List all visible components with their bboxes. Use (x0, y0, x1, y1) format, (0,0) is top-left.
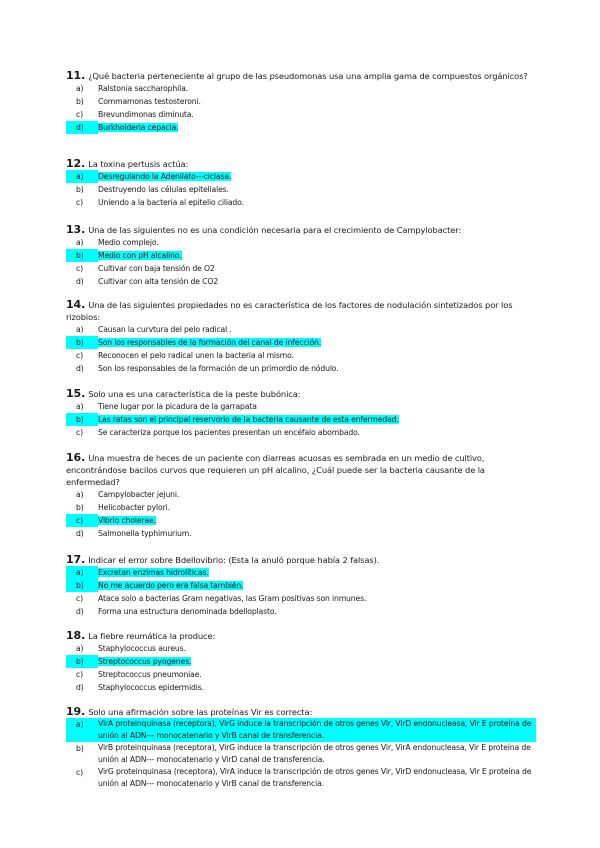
option-text: Medio complejo. (98, 238, 159, 247)
highlighted-answer-text: Burkholderia cepacia. (98, 123, 179, 132)
option-letter: b) (66, 249, 98, 262)
option-letter: a) (76, 644, 84, 653)
option-c (66, 514, 536, 527)
question-14 (66, 299, 536, 375)
question-11 (66, 70, 536, 134)
option-c (66, 196, 536, 209)
option-a (66, 236, 536, 249)
option-letter: b) (66, 579, 98, 592)
question-text: Una muestra de heces de un paciente con diarreas acuosas es sembrada en un medio de cultivo, encontrándose bacilos curvos que requieren un pH alcalino, ¿Cuál puede ser la bacteria causante de la enfermedad? (66, 453, 485, 487)
option-letter: b) (76, 185, 84, 194)
highlighted-answer-text: VirA proteinquinasa (receptora), VirG induce la transcripción de otros genes Vir, VirD endonucleasa, Vir E proteína de unión al ADN--- monocatenario y VirB canal de transferencia. (98, 718, 536, 742)
option-text: Streptococcus pneumoniae. (98, 670, 202, 679)
question-12 (66, 158, 536, 209)
question-17 (66, 554, 536, 618)
question-number: 15. (66, 387, 86, 400)
option-letter: a) (66, 718, 98, 742)
option-letter: d) (76, 683, 84, 692)
option-text: Staphylococcus epidermidis. (98, 683, 204, 692)
option-a (66, 718, 536, 742)
option-text: Tiene lugar por la picadura de la garrapata (98, 402, 257, 411)
option-b (66, 183, 536, 196)
option-text: Forma una estructura denominada bdelloplasto. (98, 607, 277, 616)
option-letter: c) (76, 428, 83, 437)
option-letter: b) (76, 97, 84, 106)
question-text: Indicar el error sobre Bdellovibrio: (Esta la anuló porque había 2 falsas). (88, 555, 380, 565)
question-stem (66, 158, 536, 170)
option-letter: c) (76, 351, 83, 360)
highlighted-answer-text: Vibrio cholerae. (98, 516, 156, 525)
options-list (66, 642, 536, 694)
option-c (66, 426, 536, 439)
option-letter: a) (76, 238, 84, 247)
question-stem (66, 554, 536, 566)
option-a (66, 170, 536, 183)
option-text: Salmonella typhimurium. (98, 529, 192, 538)
option-letter: b) (66, 336, 98, 349)
option-text: Se caracteriza porque los pacientes presentan un encéfalo abombado. (98, 428, 360, 437)
option-text: Brevundimonas diminuta. (98, 110, 194, 119)
question-stem (66, 706, 536, 718)
option-text: Destruyendo las células epiteliales. (98, 185, 229, 194)
option-b (66, 95, 536, 108)
option-c (66, 108, 536, 121)
option-letter: c) (76, 670, 83, 679)
question-16 (66, 452, 536, 540)
question-text: Solo una es una característica de la peste bubónica: (88, 389, 301, 399)
options-list (66, 566, 536, 618)
question-text: ¿Qué bacteria perteneciente al grupo de las pseudomonas usa una amplia gama de compuestos orgánicos? (88, 71, 528, 81)
option-text: Reconocen el pelo radical unen la bacteria al mismo. (98, 351, 294, 360)
highlighted-answer-text: Las ratas son el principal reservorio de la bacteria causante de esta enfermedad. (98, 415, 399, 424)
option-d (66, 527, 536, 540)
option-d (66, 605, 536, 618)
option-text: Cultivar con alta tensión de CO2 (98, 277, 218, 286)
options-list (66, 718, 536, 790)
option-text: VirB proteinquinasa (receptora), VirG induce la transcripción de otros genes Vir, VirA endonucleasa, Vir E proteína de unión al ADN--- monocatenario y VirD canal de transferencia. (98, 743, 531, 764)
question-text: Una de las siguientes no es una condición necesaria para el crecimiento de Campylobacter: (88, 225, 462, 235)
option-letter: b) (66, 655, 98, 668)
option-letter: a) (76, 325, 84, 334)
option-a (66, 488, 536, 501)
question-15 (66, 388, 536, 439)
option-letter: d) (76, 277, 84, 286)
option-b (66, 655, 536, 668)
question-stem (66, 299, 536, 323)
question-stem (66, 630, 536, 642)
option-letter: a) (66, 170, 98, 183)
options-list (66, 170, 536, 209)
option-c (66, 668, 536, 681)
option-c (66, 766, 536, 790)
options-list (66, 82, 536, 134)
question-number: 16. (66, 451, 86, 464)
option-b (66, 501, 536, 514)
option-text: Son los responsables de la formación de un primordio de nódulo. (98, 364, 339, 373)
option-text: Staphylococcus aureus. (98, 644, 186, 653)
option-d (66, 362, 536, 375)
option-letter: a) (76, 490, 84, 499)
option-text: Ralstonia saccharophila. (98, 84, 188, 93)
options-list (66, 236, 536, 288)
option-a (66, 566, 536, 579)
option-d (66, 275, 536, 288)
option-letter: b) (76, 503, 84, 512)
option-text: Cultivar con baja tensión de O2 (98, 264, 215, 273)
option-text: Causan la curvtura del pelo radical . (98, 325, 232, 334)
highlighted-answer-text: Excretan enzimas hidrolíticas. (98, 568, 209, 577)
option-letter: d) (76, 529, 84, 538)
option-c (66, 349, 536, 362)
question-stem (66, 452, 536, 488)
options-list (66, 323, 536, 375)
option-d (66, 121, 536, 134)
highlighted-answer-text: Desregulando la Adenilato---ciclasa. (98, 172, 232, 181)
option-b (66, 742, 536, 766)
question-19 (66, 706, 536, 790)
highlighted-answer-text: No me acuerdo pero era falsa también. (98, 581, 244, 590)
options-list (66, 400, 536, 439)
option-letter: d) (66, 121, 98, 134)
question-stem (66, 224, 536, 236)
highlighted-answer-text: Son los responsables de la formación del canal de infección. (98, 338, 322, 347)
option-letter: c) (76, 594, 83, 603)
question-text: La fiebre reumática la produce: (88, 631, 216, 641)
option-letter: a) (76, 402, 84, 411)
option-c (66, 592, 536, 605)
question-number: 17. (66, 553, 86, 566)
option-text: Ataca solo a bacterias Gram negativas, las Gram positivas son inmunes. (98, 594, 367, 603)
question-number: 13. (66, 223, 86, 236)
question-text: Una de las siguientes propiedades no es característica de los factores de nodulación sintetizados por los rizobios: (66, 300, 513, 322)
question-18 (66, 630, 536, 694)
question-number: 12. (66, 157, 86, 170)
question-text: La toxina pertusis actúa: (88, 159, 189, 169)
option-letter: d) (76, 607, 84, 616)
option-c (66, 262, 536, 275)
option-letter: c) (76, 110, 83, 119)
option-a (66, 642, 536, 655)
highlighted-answer-text: Medio con pH alcalino. (98, 251, 182, 260)
option-b (66, 249, 536, 262)
option-text: Uniendo a la bacteria al epitelio ciliado. (98, 198, 244, 207)
options-list (66, 488, 536, 540)
question-number: 18. (66, 629, 86, 642)
option-letter: a) (66, 566, 98, 579)
option-letter: a) (76, 84, 84, 93)
option-letter: c) (66, 514, 98, 527)
option-letter: b) (76, 744, 84, 753)
option-letter: c) (76, 264, 83, 273)
question-number: 19. (66, 705, 86, 718)
option-text: Commamonas testosteroni. (98, 97, 201, 106)
option-text: Campylobacter jejuni. (98, 490, 180, 499)
option-d (66, 681, 536, 694)
option-letter: b) (66, 413, 98, 426)
question-number: 11. (66, 69, 86, 82)
question-stem (66, 388, 536, 400)
question-number: 14. (66, 298, 86, 311)
question-text: Solo una afirmación sobre las proteínas Vir es correcta: (88, 707, 313, 717)
option-a (66, 323, 536, 336)
option-b (66, 336, 536, 349)
option-a (66, 82, 536, 95)
question-stem (66, 70, 536, 82)
option-letter: c) (76, 198, 83, 207)
question-13 (66, 224, 536, 288)
option-b (66, 579, 536, 592)
highlighted-answer-text: Streptococcus pyogenes. (98, 657, 192, 666)
option-letter: d) (76, 364, 84, 373)
option-text: VirG proteinquinasa (receptora), VirA induce la transcripción de otros genes Vir, VirD endonucleasa, Vir E proteína de unión al ADN--- monocatenario y VirB canal de transferencia. (98, 767, 532, 788)
option-text: Helicobacter pylori. (98, 503, 170, 512)
option-letter: c) (76, 768, 83, 777)
option-a (66, 400, 536, 413)
option-b (66, 413, 536, 426)
